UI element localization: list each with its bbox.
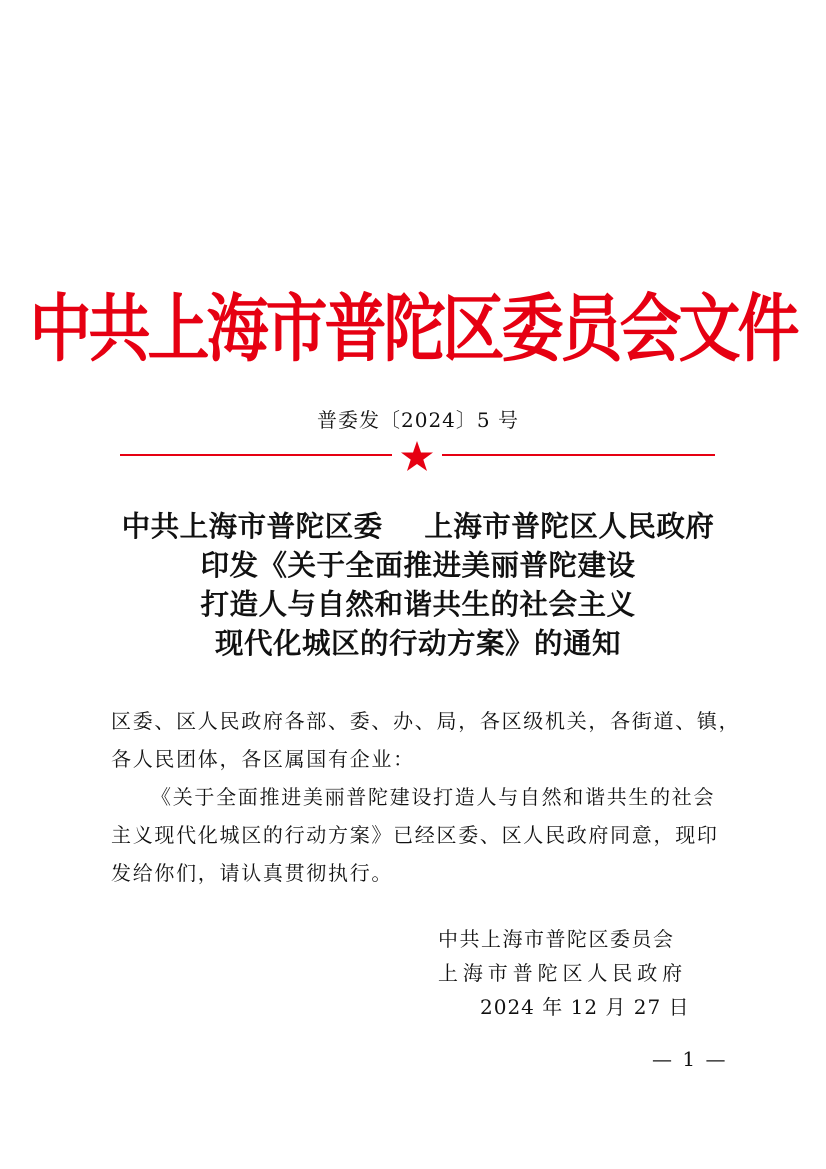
signature-block <box>438 922 690 1024</box>
red-star-icon <box>400 440 434 472</box>
masthead-title: 中共上海市普陀区委员会文件 <box>29 285 797 372</box>
title-line-2: 印发《关于全面推进美丽普陀建设 <box>200 548 636 582</box>
signature-org-1: 中共上海市普陀区委员会 <box>438 927 675 951</box>
paragraph-line-2: 主义现代化城区的行动方案》已经区委、区人民政府同意，现印 <box>111 823 719 847</box>
signature-org-2: 上海市普陀区人民政府 <box>438 961 687 985</box>
notice-title <box>0 507 826 663</box>
title-line-4: 现代化城区的行动方案》的通知 <box>214 626 621 660</box>
red-divider-left <box>120 454 392 456</box>
title-line-1: 中共上海市普陀区委 上海市普陀区人民政府 <box>121 509 715 543</box>
red-divider-right <box>442 454 715 456</box>
paragraph-line-1: 《关于全面推进美丽普陀建设打造人与自然和谐共生的社会 <box>151 785 716 809</box>
paragraph-line-3: 发给你们，请认真贯彻执行。 <box>111 861 394 885</box>
page-number: — 1 — <box>652 1047 728 1071</box>
notice-body <box>111 702 741 892</box>
addressee-line-1: 区委、区人民政府各部、委、办、局，各区级机关，各街道、镇， <box>111 709 741 733</box>
addressee-line-2: 各人民团体，各区属国有企业： <box>111 747 415 771</box>
signature-date: 2024 年 12 月 27 日 <box>480 995 690 1019</box>
document-number: 普委发〔2024〕5 号 <box>317 408 519 432</box>
title-line-3: 打造人与自然和谐共生的社会主义 <box>200 587 636 621</box>
